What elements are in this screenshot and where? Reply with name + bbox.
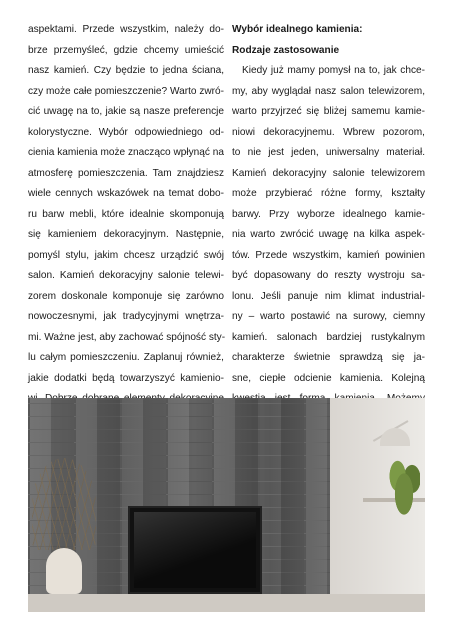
section-heading-line1: Wybór idealnego kamienia:	[232, 24, 363, 35]
right-line: to nie jest jeden, uniwersalny materiał.	[232, 147, 425, 158]
left-line: pomyśl stylu, jakim chcesz urządzić swój	[28, 249, 224, 261]
left-line: wiele cennych wskazówek na temat dobo-	[28, 188, 224, 199]
dried-grass-decoration	[32, 458, 96, 550]
potted-plant	[388, 458, 420, 518]
left-line: nasz kamień. Czy będzie to jedna ściana,	[28, 65, 224, 76]
section-heading-line2: Rodzaje zastosowanie	[232, 44, 340, 56]
tv-console	[28, 594, 425, 612]
left-line: mi. Ważne jest, aby zachować spójność sty-	[28, 331, 226, 343]
right-line: kamień. salonach bardziej rustykalnym	[232, 331, 425, 343]
right-line: sne, ciepłe odcienie kamienia. Kolejną	[232, 372, 425, 384]
right-line: warto przyjrzeć się bliżej samemu kamie-	[232, 106, 425, 117]
right-text-column	[232, 20, 425, 451]
left-text-column	[28, 20, 224, 451]
right-line: lonu. Jeśli panuje nim klimat industrial-	[232, 290, 425, 302]
right-line: ny – warto postawić na surowy, ciemny	[232, 311, 425, 322]
left-line: aspektami. Przede wszystkim, należy do-	[28, 24, 224, 35]
right-line: może przybierać różne formy, kształty	[232, 188, 425, 199]
left-line: zorem doskonale komponuje się zarówno	[28, 290, 224, 302]
vase	[46, 548, 82, 594]
right-line: my, aby wyglądał nasz salon telewizorem,	[232, 85, 425, 97]
left-line: cienia kamienia może znacząco wpłynąć na	[28, 147, 224, 158]
right-line: charakterze świetnie sprawdzą się ja-	[232, 352, 425, 363]
left-line: nowoczesnymi, jak tradycyjnymi wnętrza-	[28, 311, 224, 322]
left-line: salon. Kamień dekoracyjny salonie telewi-	[28, 270, 224, 281]
right-line: tów. Przede wszystkim, kamień powinien	[232, 249, 425, 261]
left-line: się kamieniem dekoracyjnym. Następnie,	[28, 229, 224, 240]
television	[128, 506, 262, 594]
left-line: kolorystyczne. Wybór odpowiedniego od-	[28, 126, 224, 138]
right-line: Kamień dekoracyjny salonie telewizorem	[232, 167, 425, 179]
living-room-photo	[28, 398, 425, 612]
left-line: atmosferę pomieszczenia. Tam znajdziesz	[28, 167, 224, 179]
right-line: nia warto zwrócić uwagę na kilka aspek-	[232, 229, 425, 240]
right-line: Kiedy już mamy pomysł na to, jak chce-	[242, 65, 425, 76]
left-line: ru barw mebli, które idealnie skomponują	[28, 208, 224, 220]
left-line: czy może całe pomieszczenie? Warto zwró-	[28, 85, 224, 97]
left-line: cić uwagę na to, jakie są nasze preferencje	[28, 106, 224, 117]
right-line: być dopasowany do reszty wystroju sa-	[232, 270, 425, 281]
right-line: niowi dekoracyjnemu. Wbrew pozorom,	[232, 126, 425, 138]
left-line: jakie dodatki będą towarzyszyć kamienio-	[28, 372, 224, 384]
left-line: lu całym pomieszczeniu. Zaplanuj również,	[28, 352, 224, 363]
right-line: barwy. Przy wyborze idealnego kamie-	[232, 208, 425, 220]
left-line: brze przemyśleć, gdzie chcemy umieścić	[28, 44, 224, 56]
